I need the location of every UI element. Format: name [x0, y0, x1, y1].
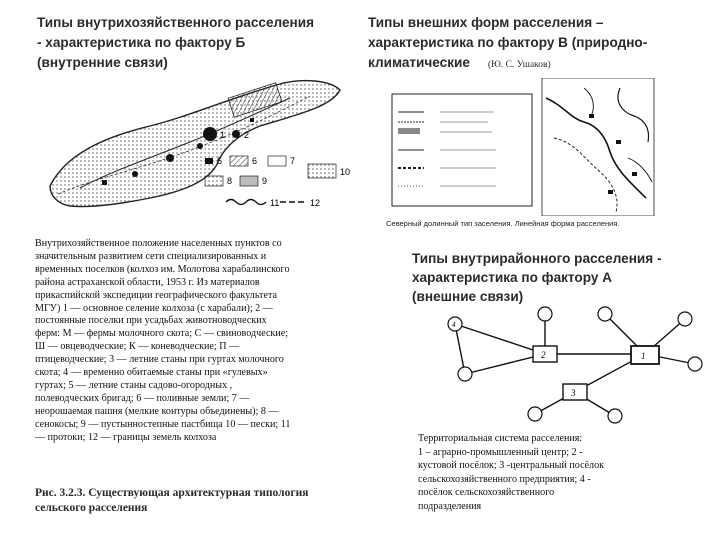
legend-label: 7 — [290, 156, 296, 166]
figure-right-caption: Северный долинный тип заселения. Линейная форма расселения. — [386, 219, 620, 228]
description-line: МГУ) 1 — основное селение колхоза (с харабали); 2 — — [35, 302, 273, 314]
heading-right-line: характеристика по фактору В (природно- — [368, 35, 648, 50]
diagram-description-line: посёлок сельскохозяйственного — [418, 487, 555, 498]
settlement-marker — [197, 143, 203, 149]
description-line: гуртах; 5 — летние станы садово-огородных , — [35, 379, 233, 391]
heading-right-line-text: климатические — [368, 55, 470, 70]
settlement-marker — [102, 180, 107, 185]
legend-label: 12 — [310, 198, 321, 208]
legend-label: 1 — [220, 130, 226, 140]
heading-left-line: - характеристика по фактору Б — [37, 35, 246, 50]
description-line: птицеводческие; 3 — летние станы при гуртах молочного — [35, 354, 284, 366]
legend-marker-2 — [232, 130, 240, 138]
diagram-nodes — [448, 307, 702, 423]
description-line: неорошаемая пашня (мелкие контуры объединены); 8 — — [35, 405, 279, 417]
diagram-description-line: Территориальная система расселения: — [418, 433, 583, 444]
legend-marker-6 — [230, 156, 248, 166]
settlement-marker — [608, 190, 613, 194]
heading-bottom-right-line: характеристика по фактору А — [412, 270, 612, 285]
diagram-description-line: подразделения — [418, 500, 482, 512]
description-line: прикаспийской экспедиции географического факультета — [35, 289, 277, 301]
legend-marker-5 — [205, 158, 213, 164]
heading-left-line: (внутренние связи) — [37, 55, 168, 70]
legend-label: 11 — [270, 198, 280, 208]
description-line: временных поселков (колхоз им. Молотова харабалинского — [35, 263, 290, 275]
heading-left — [37, 13, 314, 73]
description-line: ферм: М — фермы молочного скота; С — свиноводческие; — [35, 328, 289, 340]
settlement-marker — [166, 154, 174, 162]
diagram-node-label: 4 — [452, 321, 456, 329]
heading-right-line — [368, 53, 647, 75]
diagram-node — [458, 367, 472, 381]
territory-outline — [50, 81, 340, 207]
settlement-marker — [132, 171, 138, 177]
figure-caption-line: сельского расселения — [35, 502, 148, 514]
heading-bottom-right-line: (внешние связи) — [412, 289, 524, 304]
legend-label: 10 — [340, 167, 351, 177]
legend-label: 5 — [217, 156, 223, 166]
figure-left-map — [40, 76, 360, 224]
heading-bottom-right — [412, 249, 662, 306]
diagram-node — [608, 409, 622, 423]
heading-right — [368, 13, 647, 75]
legend-marker-8 — [205, 176, 223, 186]
diagram-description-line: сельскохозяйственного предприятия; 4 - — [418, 473, 591, 485]
description-line: Внутрихозяйственное положение населенных пунктов со — [35, 238, 282, 249]
diagram-node — [528, 407, 542, 421]
legend-marker-10 — [308, 164, 336, 178]
description-line: значительным развитием сети специализированных и — [35, 250, 267, 262]
figure-right-map — [384, 78, 660, 216]
legend-label: 8 — [227, 176, 233, 186]
description-line: полеводческих бригад; 6 — поливные земли; 7 — — [35, 392, 250, 404]
description-line: района астраханской области, 1953 г. Из материалов — [35, 276, 260, 288]
diagram-node — [678, 312, 692, 326]
diagram-node-label: 3 — [571, 388, 576, 398]
description-line: скота; 4 — временно обитаемые станы при «гулевых» — [35, 367, 268, 379]
settlement-marker — [616, 140, 621, 144]
settlement-marker — [632, 172, 637, 176]
diagram-node — [538, 307, 552, 321]
figure-left-description — [35, 238, 339, 445]
settlement-network-diagram — [425, 304, 715, 424]
heading-right-author: (Ю. С. Ушаков) — [487, 60, 551, 70]
legend-label: 2 — [244, 130, 250, 140]
legend-marker-1 — [203, 127, 217, 141]
heading-left-line: Типы внутрихозяйственного расселения — [37, 15, 315, 30]
diagram-node — [688, 357, 702, 371]
description-line: постоянные поселки при усадьбах животноводческих — [35, 315, 267, 327]
legend-label: 9 — [262, 176, 268, 186]
diagram-node-label: 1 — [641, 351, 646, 361]
diagram-description-line: 1 – аграрно-промышленный центр; 2 - — [418, 446, 583, 458]
description-line: Ш — овцеводческие; К — коневодческие; П — — [35, 341, 240, 353]
legend-marker-7 — [268, 156, 286, 166]
figure-caption — [35, 486, 308, 516]
settlement-marker — [250, 118, 254, 122]
legend-marker-9 — [240, 176, 258, 186]
diagram-node — [598, 307, 612, 321]
diagram-description-line: кустовой посёлок; 3 -центральный посёлок — [418, 460, 605, 471]
diagram-description — [418, 432, 674, 513]
settlement-marker — [589, 114, 594, 118]
legend-marker-11 — [226, 200, 266, 205]
description-line: сенокосы; 9 — пустынностепные пастбища 10 — пески; 11 — [35, 418, 291, 430]
diagram-node-label: 2 — [541, 350, 546, 360]
description-line: — протоки; 12 — границы земель колхоза — [35, 431, 217, 443]
heading-bottom-right-line: Типы внутрирайонного расселения - — [412, 251, 662, 266]
heading-right-line: Типы внешних форм расселения – — [368, 15, 604, 30]
legend-label: 6 — [252, 156, 258, 166]
figure-caption-line: Рис. 3.2.3. Существующая архитектурная типология — [35, 487, 309, 499]
map-frame — [542, 78, 654, 216]
